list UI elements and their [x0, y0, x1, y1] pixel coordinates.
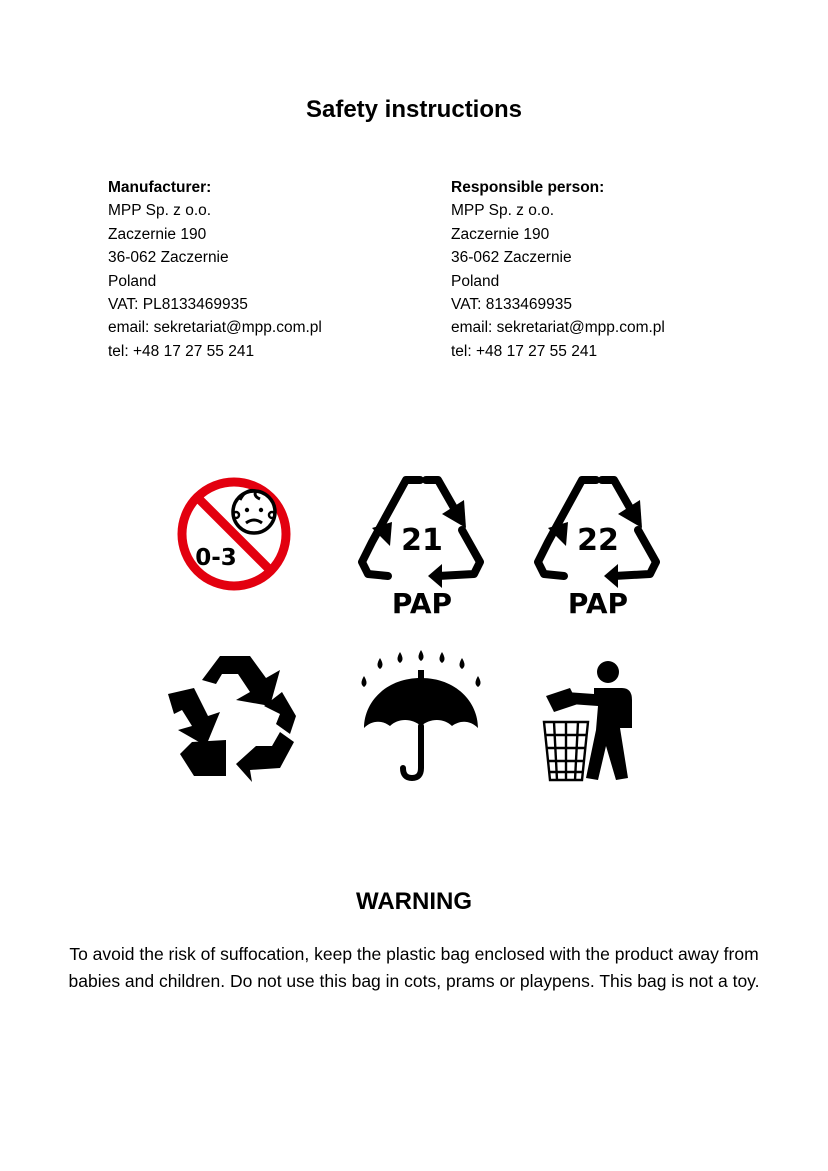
- recycling-arrows-icon: [164, 650, 300, 782]
- manufacturer-phone: tel: +48 17 27 55 241: [108, 342, 255, 360]
- responsible-person-street: Zaczernie 190: [451, 225, 550, 243]
- not-suitable-under-3-icon: [174, 476, 294, 596]
- pap21-code: PAP: [391, 587, 453, 620]
- page-title: Safety instructions: [305, 96, 523, 123]
- responsible-person-company: MPP Sp. z o.o.: [451, 202, 555, 220]
- dispose-in-bin-icon: [540, 656, 640, 784]
- recycle-pap21-icon: [358, 470, 486, 620]
- recycle-pap22-icon: [534, 470, 662, 620]
- pap22-number: 22: [577, 523, 619, 558]
- pap21-number: 21: [401, 523, 443, 558]
- age-range-label: 0-3: [195, 545, 237, 571]
- manufacturer-postcode: 36-062 Zaczernie: [108, 249, 229, 267]
- manufacturer-vat: VAT: PL8133469935: [108, 296, 248, 314]
- manufacturer-heading: Manufacturer:: [108, 179, 212, 196]
- manufacturer-street: Zaczernie 190: [108, 225, 207, 243]
- keep-dry-umbrella-icon: [356, 650, 486, 782]
- warning-text: To avoid the risk of suffocation, keep the plastic bag enclosed with the product away from babies and children. Do not use this bag in cots, prams or playpens. This bag is not a toy.: [68, 944, 760, 991]
- responsible-person-phone: tel: +48 17 27 55 241: [451, 342, 598, 360]
- manufacturer-country: Poland: [108, 272, 157, 290]
- responsible-person-block: [451, 176, 665, 363]
- responsible-person-postcode: 36-062 Zaczernie: [451, 249, 572, 267]
- responsible-person-email: email: sekretariat@mpp.com.pl: [451, 319, 665, 337]
- pap22-code: PAP: [567, 587, 629, 620]
- manufacturer-email: email: sekretariat@mpp.com.pl: [108, 319, 322, 337]
- manufacturer-company: MPP Sp. z o.o.: [108, 202, 212, 220]
- manufacturer-block: [108, 176, 322, 363]
- responsible-person-vat: VAT: 8133469935: [451, 296, 572, 314]
- responsible-person-heading: Responsible person:: [451, 179, 605, 196]
- responsible-person-country: Poland: [451, 272, 500, 290]
- warning-heading: WARNING: [356, 888, 472, 915]
